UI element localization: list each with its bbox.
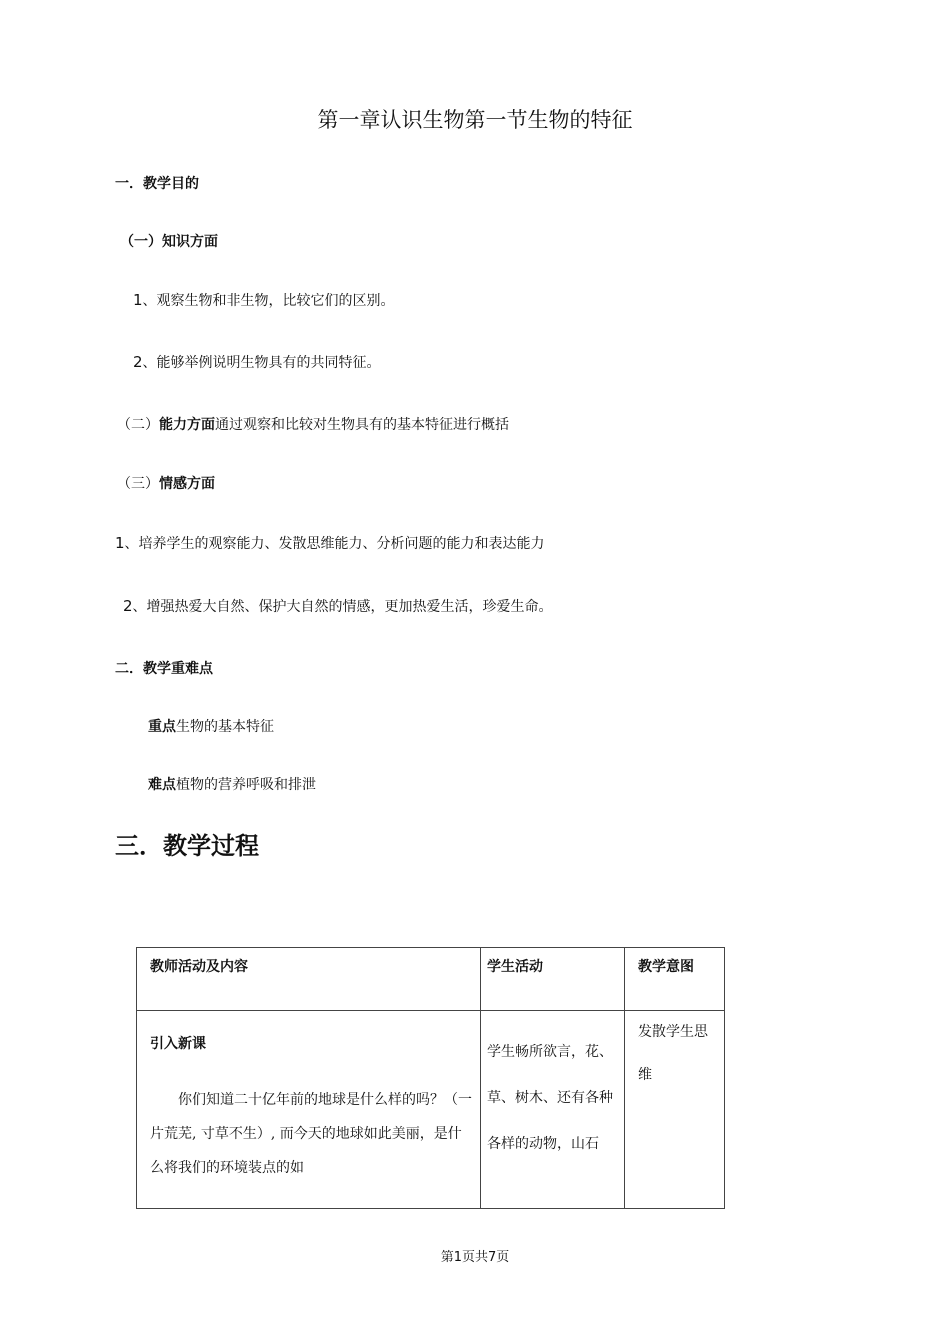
difficulty-label: 难点 bbox=[148, 777, 176, 793]
ability-line bbox=[117, 414, 509, 434]
knowledge-item-2 bbox=[133, 352, 381, 372]
emotion-prefix: （三） bbox=[117, 476, 159, 492]
emotion-heading bbox=[117, 473, 215, 493]
footer-total-pages: 7 bbox=[488, 1250, 497, 1265]
footer-page-number: 1 bbox=[453, 1250, 462, 1265]
section-heading-objectives: 一．教学目的 bbox=[115, 176, 199, 192]
key-point-text: 生物的基本特征 bbox=[176, 719, 274, 735]
process-table bbox=[136, 947, 725, 1209]
subheading-knowledge: （一）知识方面 bbox=[120, 234, 218, 250]
section-heading-key-points: 二．教学重难点 bbox=[115, 661, 213, 677]
teacher-label: 引入新课 bbox=[150, 1036, 206, 1052]
item-number: 2 bbox=[123, 597, 133, 615]
ability-label: 能力方面 bbox=[159, 417, 215, 433]
item-text: 、能够举例说明生物具有的共同特征。 bbox=[142, 355, 381, 371]
knowledge-item-1 bbox=[133, 290, 395, 310]
item-number: 1 bbox=[133, 291, 143, 309]
header-cell-student bbox=[481, 948, 625, 1011]
header-cell-intent bbox=[625, 948, 725, 1011]
table-row bbox=[137, 1011, 725, 1209]
header-cell-teacher bbox=[137, 948, 481, 1011]
footer-text: 页 bbox=[496, 1250, 510, 1265]
section-heading-process: 三．教学过程 bbox=[115, 832, 259, 860]
item-text: 、培养学生的观察能力、发散思维能力、分析问题的能力和表达能力 bbox=[124, 536, 545, 552]
ability-text: 通过观察和比较对生物具有的基本特征进行概括 bbox=[215, 417, 509, 433]
emotion-item-1 bbox=[115, 533, 545, 553]
footer-text: 第 bbox=[440, 1250, 454, 1265]
emotion-label: 情感方面 bbox=[159, 476, 215, 492]
item-text: 、观察生物和非生物，比较它们的区别。 bbox=[142, 293, 395, 309]
header-student: 学生活动 bbox=[487, 959, 543, 975]
page-footer bbox=[0, 1246, 950, 1265]
intent-cell bbox=[625, 1011, 725, 1209]
difficulty-line bbox=[148, 774, 316, 794]
table-header-row bbox=[137, 948, 725, 1011]
student-cell bbox=[481, 1011, 625, 1209]
intent-text: 发散学生思维 bbox=[638, 1024, 708, 1083]
teacher-cell bbox=[137, 1011, 481, 1209]
key-point-line bbox=[148, 716, 274, 736]
teacher-text: 你们知道二十亿年前的地球是什么样的吗？（一片荒芜, 寸草不生）, 而今天的地球如此美丽，是什么将我们的环境装点的如 bbox=[150, 1092, 472, 1176]
footer-text: 页共 bbox=[461, 1250, 488, 1265]
student-text: 学生畅所欲言，花、草、树木、还有各种各样的动物，山石 bbox=[487, 1044, 613, 1152]
difficulty-text: 植物的营养呼吸和排泄 bbox=[176, 777, 316, 793]
item-number: 2 bbox=[133, 353, 143, 371]
item-text: 、增强热爱大自然、保护大自然的情感，更加热爱生活，珍爱生命。 bbox=[132, 599, 553, 615]
item-number: 1 bbox=[115, 534, 125, 552]
emotion-item-2 bbox=[123, 596, 553, 616]
key-point-label: 重点 bbox=[148, 719, 176, 735]
ability-prefix: （二） bbox=[117, 417, 159, 433]
page-title: 第一章认识生物第一节生物的特征 bbox=[317, 108, 633, 132]
header-teacher: 教师活动及内容 bbox=[150, 959, 248, 975]
header-intent: 教学意图 bbox=[638, 959, 694, 975]
